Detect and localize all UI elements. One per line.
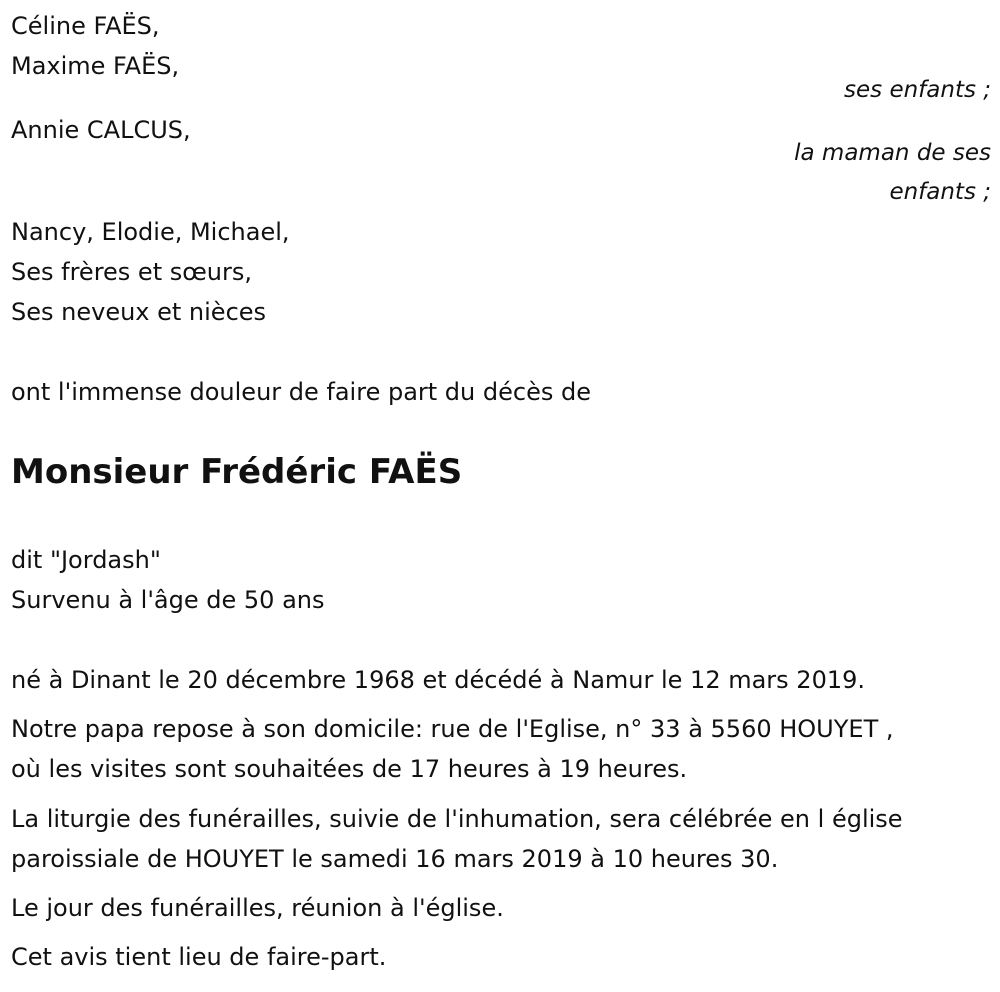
child-name-maxime: Maxime FAËS, <box>11 52 180 80</box>
meeting-info: Le jour des funérailles, réunion à l'église. <box>11 894 504 922</box>
children-role: ses enfants ; <box>844 77 991 103</box>
notice-text: Cet avis tient lieu de faire-part. <box>11 943 387 971</box>
liturgy-line2: paroissiale de HOUYET le samedi 16 mars 2019 à 10 heures 30. <box>11 845 779 873</box>
deceased-name: Monsieur Frédéric FAËS <box>11 452 463 492</box>
mother-role-line1: la maman de ses <box>794 140 991 166</box>
rest-info-line2: où les visites sont souhaitées de 17 heures à 19 heures. <box>11 755 688 783</box>
child-name-celine: Céline FAËS, <box>11 12 160 40</box>
family-line1: Nancy, Elodie, Michael, <box>11 218 290 246</box>
family-line2: Ses frères et sœurs, <box>11 258 252 286</box>
mother-name: Annie CALCUS, <box>11 116 191 144</box>
announcement-text: ont l'immense douleur de faire part du décès de <box>11 378 591 406</box>
family-line3: Ses neveux et nièces <box>11 298 267 326</box>
deceased-age: Survenu à l'âge de 50 ans <box>11 586 325 614</box>
birth-death-info: né à Dinant le 20 décembre 1968 et décédé à Namur le 12 mars 2019. <box>11 666 866 694</box>
liturgy-line1: La liturgie des funérailles, suivie de l'inhumation, sera célébrée en l église <box>11 805 903 833</box>
mother-role-line2: enfants ; <box>889 179 991 205</box>
rest-info-line1: Notre papa repose à son domicile: rue de l'Eglise, n° 33 à 5560 HOUYET , <box>11 715 894 743</box>
deceased-nickname: dit "Jordash" <box>11 546 161 574</box>
